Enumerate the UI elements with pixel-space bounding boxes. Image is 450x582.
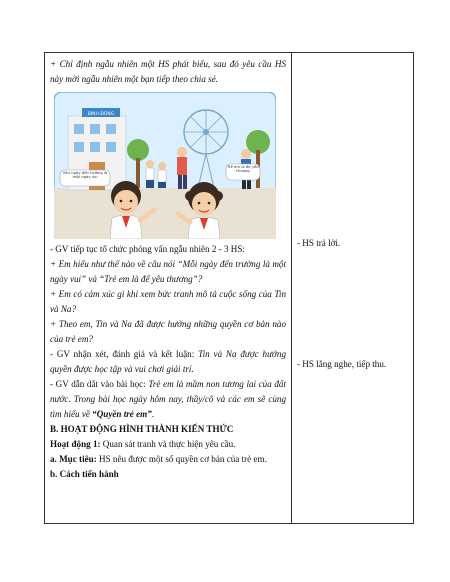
activity-1-text: Quan sát tranh và thực hiện yêu cầu. [100, 439, 236, 449]
illustration-scene [54, 92, 276, 239]
school-sign: BINH ĐÔNG [87, 112, 115, 117]
conclusion-prefix: - GV nhận xét, đánh giá và kết luận: [50, 349, 199, 359]
activity-1 [50, 437, 286, 452]
steps-heading: b. Cách tiến hành [50, 469, 119, 479]
column-divider [291, 53, 292, 523]
section-heading: B. HOẠT ĐỘNG HÌNH THÀNH KIẾN THỨC [50, 424, 234, 434]
speech-bubble-left: Vẫn ngày đến trường là một ngày vui [62, 171, 108, 180]
question-1: + Em hiểu như thế nào về câu nói “Mỗi ngày đến trường là một ngày vui” và “Trẻ em là để yêu thương”? [50, 259, 286, 284]
instruction-paragraph: + Chỉ định ngẫu nhiên một HS phát biểu, sau đó yêu cầu HS này mời ngẫu nhiên một bạn tiếp theo chia sẻ. [50, 59, 286, 84]
student-note-2: - HS lắng nghe, tiếp thu. [297, 359, 387, 369]
lead-in-prefix: - GV dẫn dắt vào bài học: [50, 379, 149, 389]
lead-in-end: . [151, 409, 155, 419]
lesson-title: “Quyền trẻ em” [92, 409, 152, 419]
lesson-table [44, 52, 414, 524]
goal [50, 452, 286, 467]
speech-bubble-right: Trẻ em là để yêu thương [227, 165, 259, 174]
lead-in-text: Trẻ em là mầm non tương lai của đất nước. Trong bài học ngày hôm nay, thầy/cô và các em sẽ cùng tìm hiểu về [50, 379, 286, 419]
conclusion-text: Tin và Na được hưởng quyền được học tập và vui chơi giải trí. [50, 349, 286, 374]
question-3: + Theo em, Tin và Na đã được hưởng những quyền cơ bản nào của trẻ em? [50, 319, 286, 344]
teacher-activity-column [50, 57, 286, 482]
conclusion-paragraph [50, 347, 286, 377]
question-2: + Em có cảm xúc gì khi xem bức tranh mô tả cuộc sống của Tin và Na? [50, 289, 286, 314]
interview-paragraph: - GV tiếp tục tổ chức phỏng vấn ngẫu nhiên 2 - 3 HS: [50, 244, 245, 254]
lead-in-paragraph [50, 377, 286, 422]
goal-text: HS nêu được một số quyền cơ bản của trẻ em. [96, 454, 267, 464]
goal-label: a. Mục tiêu: [50, 454, 97, 464]
student-note-1: - HS trả lời. [297, 238, 341, 248]
activity-1-label: Hoạt động 1: [50, 439, 101, 449]
illustration [54, 92, 276, 239]
